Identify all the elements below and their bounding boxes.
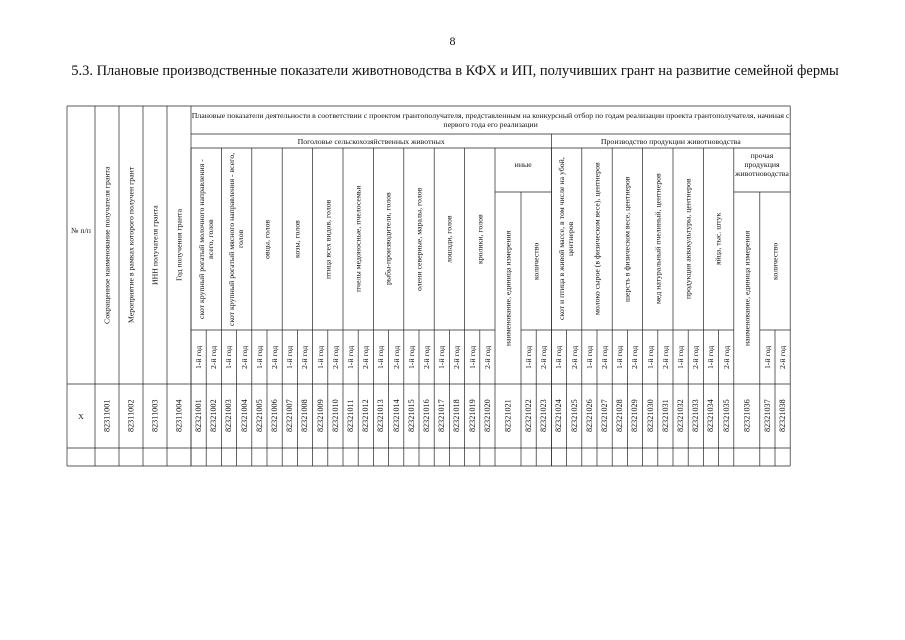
column-code: 82321001 xyxy=(194,399,204,433)
column-code: 82321037 xyxy=(762,399,772,433)
year-label: 1-й год xyxy=(584,345,594,369)
row-number-header: № п/п xyxy=(71,225,91,235)
column-code: 82321017 xyxy=(437,399,447,433)
page-number: 8 xyxy=(449,34,456,48)
column-code: 82321012 xyxy=(361,399,371,433)
column-code: 82321026 xyxy=(584,399,594,433)
year-label: 1-й год xyxy=(437,345,447,369)
row-marker: Х xyxy=(78,411,84,421)
year-label: 1-й год xyxy=(676,345,686,369)
column-code: 82321036 xyxy=(742,399,752,433)
year-label: 1-й год xyxy=(554,345,564,369)
year-label: 2-й год xyxy=(630,345,640,369)
year-label: 2-й год xyxy=(452,345,462,369)
year-label: 1-й год xyxy=(615,345,625,369)
other-production-header: прочая продукция животноводства xyxy=(735,150,789,178)
column-code: 82321028 xyxy=(615,399,625,433)
year-label: 2-й год xyxy=(361,345,371,369)
year-label: 1-й год xyxy=(376,345,386,369)
column-code: 82321010 xyxy=(330,399,340,433)
column-code: 82321021 xyxy=(503,399,513,433)
left-column-header: Год получения гранта xyxy=(174,208,184,282)
column-code: 82321020 xyxy=(482,399,492,433)
group-livestock-header: Поголовье сельскохозяйственных животных xyxy=(297,136,445,146)
left-column-header: Сокращенное наименование получателя гранта xyxy=(102,166,112,324)
group-production-header: Производство продукции животноводства xyxy=(600,136,741,146)
column-code: 82321018 xyxy=(452,399,462,433)
livestock-header: пчелы медоносные, пчелосемьи xyxy=(353,185,363,293)
column-code: 82321006 xyxy=(270,399,280,433)
year-label: 1-й год xyxy=(315,345,325,369)
year-label: 2-й год xyxy=(300,345,310,369)
year-label: 2-й год xyxy=(330,345,340,369)
column-code: 82321014 xyxy=(391,399,401,433)
year-label: 1-й год xyxy=(224,345,234,369)
year-label: 2-й год xyxy=(600,345,610,369)
column-code: 82321031 xyxy=(660,399,670,433)
year-label: 1-й год xyxy=(467,345,477,369)
column-code: 82321019 xyxy=(467,399,477,433)
column-code: 82321029 xyxy=(630,399,640,433)
year-label: 2-й год xyxy=(778,345,788,369)
production-header: яйца, тыс. штук xyxy=(714,212,724,266)
year-label: 1-й год xyxy=(706,345,716,369)
year-label: 2-й год xyxy=(721,345,731,369)
year-label: 1-й год xyxy=(346,345,356,369)
column-code: 82321030 xyxy=(645,399,655,433)
other-livestock-qty-header: количество xyxy=(531,242,541,280)
year-label: 1-й год xyxy=(524,345,534,369)
production-header: молоко сырое (в физическом весе), центнеров xyxy=(592,162,602,316)
year-label: 1-й год xyxy=(194,345,204,369)
page-title: 5.3. Плановые производственные показатели животноводства в КФХ и ИП, получивших грант на развитие семейной фермы xyxy=(71,63,839,79)
year-label: 1-й год xyxy=(645,345,655,369)
livestock-header: птица всех видов, голов xyxy=(323,199,333,279)
year-label: 1-й год xyxy=(285,345,295,369)
column-code: 82321025 xyxy=(569,399,579,433)
year-label: 2-й год xyxy=(482,345,492,369)
livestock-header: скот крупный рогатый молочного направления - всего, голов xyxy=(197,159,216,319)
livestock-header: кролики, голов xyxy=(475,214,485,264)
column-code: 82321033 xyxy=(691,399,701,433)
year-label: 1-й год xyxy=(254,345,264,369)
year-label: 2-й год xyxy=(660,345,670,369)
column-code: 82321015 xyxy=(406,399,416,433)
column-code: 82321032 xyxy=(676,399,686,433)
column-code: 82321003 xyxy=(224,399,234,433)
column-code: 82321004 xyxy=(239,399,249,433)
year-label: 1-й год xyxy=(406,345,416,369)
production-header: мед натуральный пчелиный, центнеров xyxy=(653,173,663,305)
column-code: 82321013 xyxy=(376,399,386,433)
year-label: 2-й год xyxy=(391,345,401,369)
production-header: скот и птица в живой массе, в том числе на убой, центнеров xyxy=(557,157,576,321)
year-label: 2-й год xyxy=(422,345,432,369)
column-code: 82321024 xyxy=(554,399,564,433)
column-code: 82321009 xyxy=(315,399,325,433)
year-label: 2-й год xyxy=(270,345,280,369)
livestock-header: рыбы-производители, голов xyxy=(384,192,394,286)
livestock-header: овцы, голов xyxy=(262,219,272,259)
other-livestock-header: иные xyxy=(514,159,532,169)
column-code: 82321022 xyxy=(524,399,534,433)
livestock-header: козы, голов xyxy=(292,220,302,258)
column-code: 82321011 xyxy=(346,399,356,433)
column-code: 82321007 xyxy=(285,399,295,433)
column-code: 82311002 xyxy=(126,399,136,433)
left-column-header: Мероприятие в рамках которого получен грант xyxy=(126,166,136,324)
column-code: 82321008 xyxy=(300,399,310,433)
column-code: 82321038 xyxy=(778,399,788,433)
other-livestock-unit-header: наименование, единица измерения xyxy=(503,230,513,346)
column-code: 82321016 xyxy=(422,399,432,433)
livestock-header: лошади, голов xyxy=(444,215,454,263)
production-header: продукция аквакультуры, центнеров xyxy=(683,178,693,300)
year-label: 2-й год xyxy=(239,345,249,369)
year-label: 1-й год xyxy=(762,345,772,369)
livestock-header: скот крупный рогатый мясного направления - всего, голов xyxy=(227,152,246,326)
livestock-header: олени северные, маралы, голов xyxy=(414,187,424,291)
year-label: 2-й год xyxy=(691,345,701,369)
other-production-qty-header: количество xyxy=(770,242,780,280)
other-production-unit-header: наименование, единица измерения xyxy=(742,230,752,346)
year-label: 2-й год xyxy=(569,345,579,369)
column-code: 82311003 xyxy=(150,399,160,433)
main-header: Плановые показатели деятельности в соответствии с проектом грантополучателя, представленным на конкурсный отбор по годам реализации проекта грантополучателя, начиная с первого года его реализации xyxy=(191,111,790,129)
column-code: 82321035 xyxy=(721,399,731,433)
column-code: 82321005 xyxy=(254,399,264,433)
column-code: 82321034 xyxy=(706,399,716,433)
left-column-header: ИНН получателя гранта xyxy=(150,205,160,285)
year-label: 2-й год xyxy=(539,345,549,369)
column-code: 82311001 xyxy=(102,399,112,433)
column-code: 82311004 xyxy=(174,399,184,433)
column-code: 82321002 xyxy=(209,399,219,433)
column-code: 82321027 xyxy=(600,399,610,433)
column-code: 82321023 xyxy=(539,399,549,433)
year-label: 2-й год xyxy=(209,345,219,369)
production-header: шерсть в физическом весе, центнеров xyxy=(622,176,632,302)
